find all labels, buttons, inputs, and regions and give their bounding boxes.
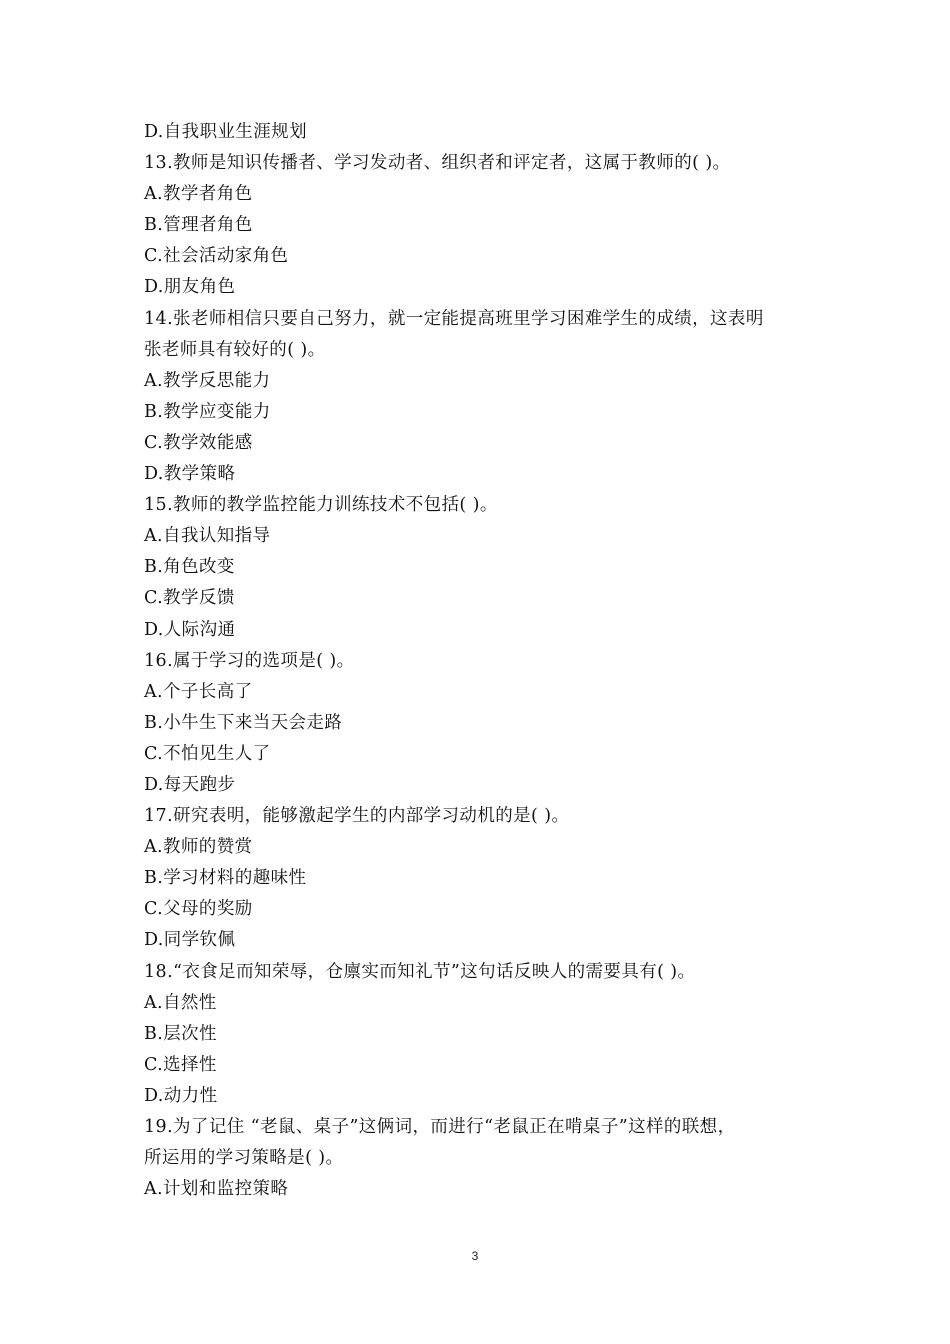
option-line: A.个子长高了: [144, 681, 253, 702]
option-line: B.小牛生下来当天会走路: [144, 712, 343, 733]
question-line: 16.属于学习的选项是( )。: [144, 650, 355, 671]
option-line: D.人际沟通: [144, 619, 236, 640]
option-line: C.不怕见生人了: [144, 743, 271, 764]
question-line-continued: 所运用的学习策略是( )。: [144, 1148, 344, 1169]
question-text-block: [144, 117, 814, 1205]
option-line: D.自我职业生涯规划: [144, 122, 307, 142]
option-line: A.教学反思能力: [144, 370, 271, 391]
option-line: A.计划和监控策略: [144, 1179, 289, 1200]
option-line: D.同学钦佩: [144, 930, 236, 951]
option-line: A.自然性: [144, 992, 217, 1013]
option-line: A.自我认知指导: [144, 526, 271, 547]
option-line: D.教学策略: [144, 464, 236, 485]
option-line: C.社会活动家角色: [144, 246, 289, 267]
option-line: C.教学效能感: [144, 432, 253, 453]
option-line: B.层次性: [144, 1023, 217, 1044]
question-line: 19.为了记住 “老鼠、桌子”这俩词，而进行“老鼠正在啃桌子”这样的联想，: [144, 1117, 736, 1137]
option-line: B.管理者角色: [144, 215, 253, 236]
option-line: B.教学应变能力: [144, 401, 271, 422]
option-line: B.学习材料的趣味性: [144, 868, 307, 889]
option-line: C.选择性: [144, 1054, 217, 1075]
question-line: 18.“衣食足而知荣辱，仓廪实而知礼节”这句话反映人的需要具有( )。: [144, 961, 696, 982]
option-line: C.父母的奖励: [144, 899, 253, 920]
option-line: A.教师的赞赏: [144, 837, 253, 858]
option-line: D.朋友角色: [144, 277, 236, 298]
option-line: C.教学反馈: [144, 588, 235, 609]
option-line: D.动力性: [144, 1085, 218, 1106]
option-line: B.角色改变: [144, 557, 235, 578]
question-line: 13.教师是知识传播者、学习发动者、组织者和评定者，这属于教师的( )。: [144, 153, 731, 174]
option-line: D.每天跑步: [144, 774, 236, 795]
question-line: 17.研究表明，能够激起学生的内部学习动机的是( )。: [144, 806, 570, 827]
question-line: 14.张老师相信只要自己努力，就一定能提高班里学习困难学生的成绩，这表明: [144, 308, 764, 329]
option-line: A.教学者角色: [144, 184, 253, 205]
question-line-continued: 张老师具有较好的( )。: [144, 339, 326, 360]
page-number: 3: [471, 1249, 479, 1263]
question-line: 15.教师的教学监控能力训练技术不包括( )。: [144, 495, 498, 516]
